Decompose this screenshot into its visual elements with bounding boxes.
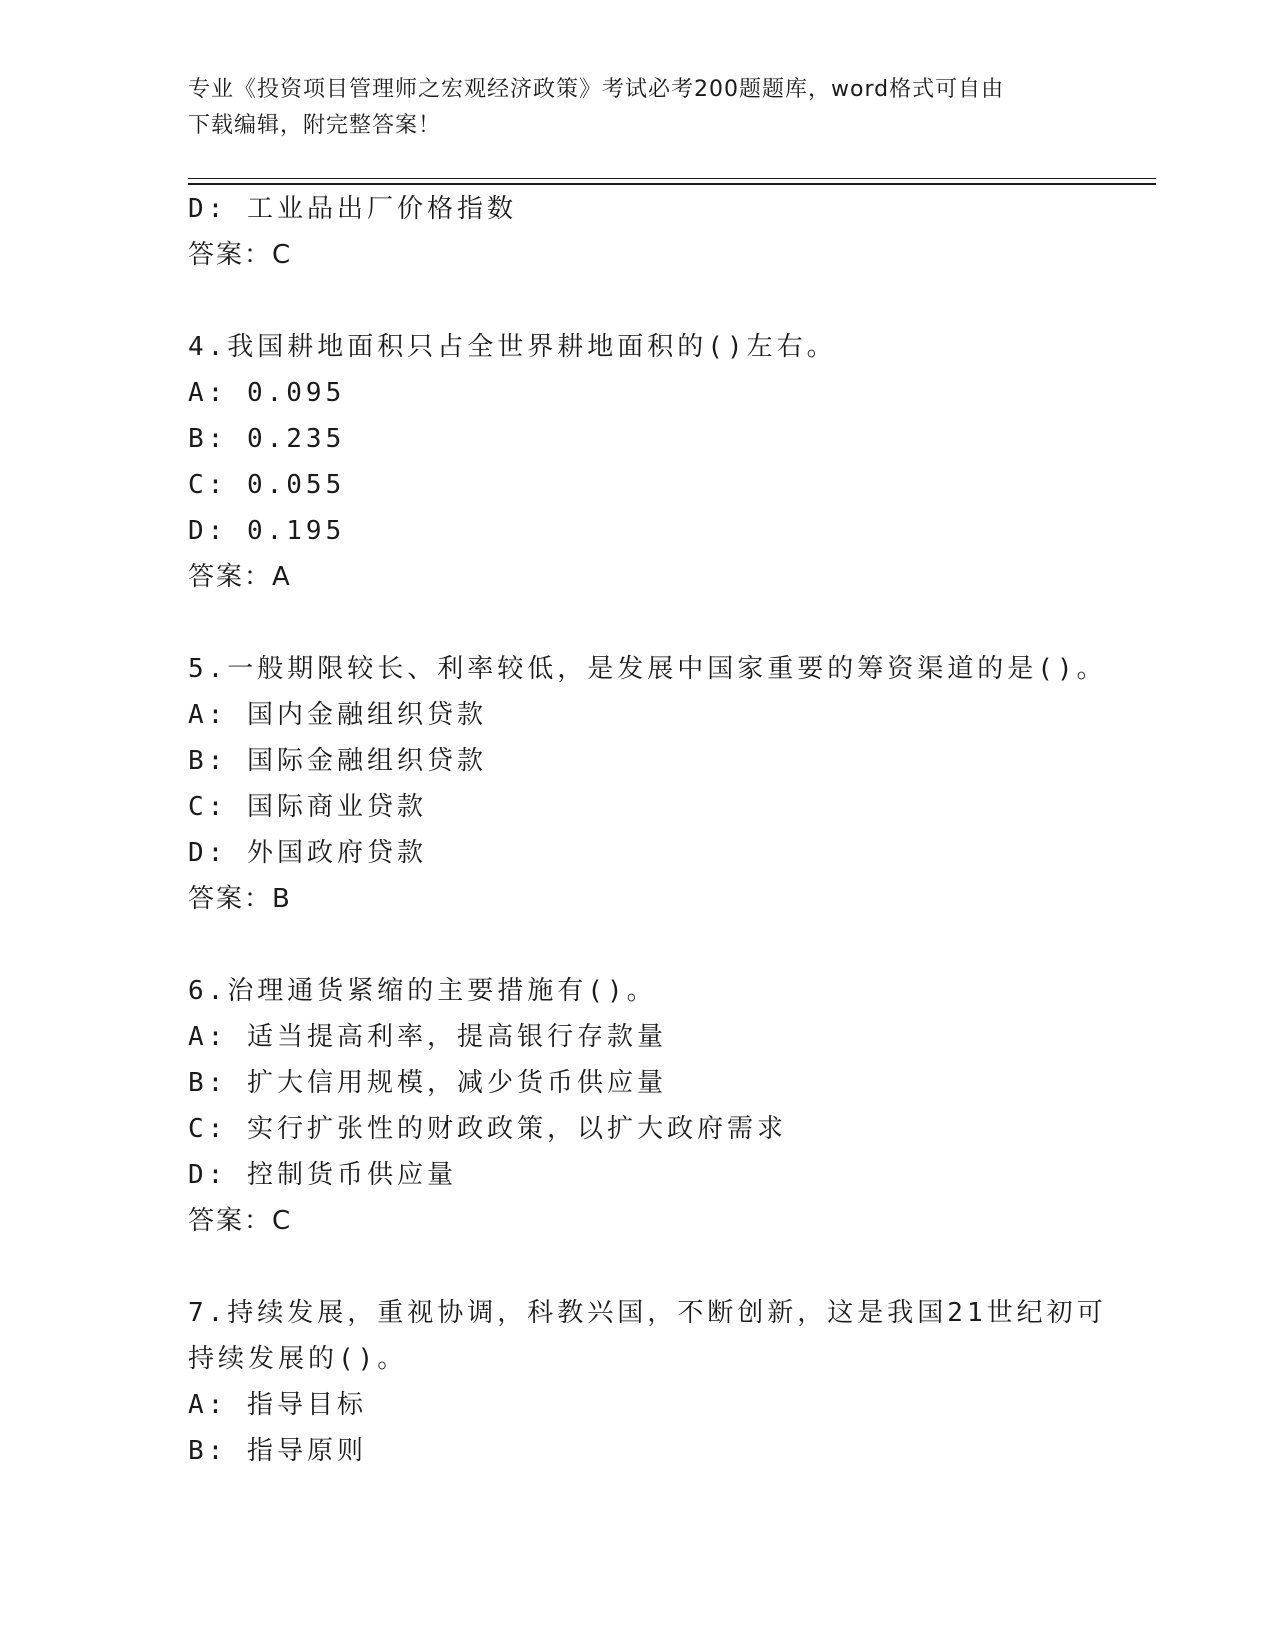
option-c: C: 0.055 [188,470,346,500]
header-line-2: 下载编辑，附完整答案！ [188,113,442,138]
question-stem: 4.我国耕地面积只占全世界耕地面积的()左右。 [188,332,837,362]
option-a: A: 国内金融组织贷款 [188,700,487,730]
option-a: A: 适当提高利率，提高银行存款量 [188,1022,667,1052]
option-b: B: 国际金融组织贷款 [188,746,487,776]
option-b: B: 指导原则 [188,1436,367,1466]
question-list [188,186,1158,1474]
answer-line: 答案：A [188,562,292,592]
spacer [188,600,1158,646]
question-stem-line-1: 7.持续发展，重视协调，科教兴国，不断创新，这是我国21世纪初可 [188,1298,1107,1328]
option-d: D: 工业品出厂价格指数 [188,194,517,224]
document-header [188,72,1088,144]
header-line-1: 专业《投资项目管理师之宏观经济政策》考试必考200题题库，word格式可自由 [188,77,1005,102]
answer-line: 答案：C [188,1206,293,1236]
option-c: C: 国际商业贷款 [188,792,427,822]
question-7 [188,1290,1158,1474]
option-b: B: 扩大信用规模，减少货币供应量 [188,1068,667,1098]
question-5 [188,646,1158,922]
answer-line: 答案：B [188,884,292,914]
option-b: B: 0.235 [188,424,346,454]
question-stem: 5.一般期限较长、利率较低，是发展中国家重要的筹资渠道的是()。 [188,654,1107,684]
option-c: C: 实行扩张性的财政政策，以扩大政府需求 [188,1114,787,1144]
option-a: A: 指导目标 [188,1390,367,1420]
option-d: D: 控制货币供应量 [188,1160,457,1190]
question-stem-line-2: 持续发展的()。 [188,1344,408,1374]
question-6 [188,968,1158,1244]
header-divider-top [188,178,1156,179]
question-4 [188,324,1158,600]
header-divider-bottom [188,183,1156,185]
spacer [188,1244,1158,1290]
answer-line: 答案：C [188,240,293,270]
option-d: D: 外国政府贷款 [188,838,427,868]
option-a: A: 0.095 [188,378,346,408]
spacer [188,278,1158,324]
spacer [188,922,1158,968]
option-d: D: 0.195 [188,516,346,546]
question-stem: 6.治理通货紧缩的主要措施有()。 [188,976,657,1006]
